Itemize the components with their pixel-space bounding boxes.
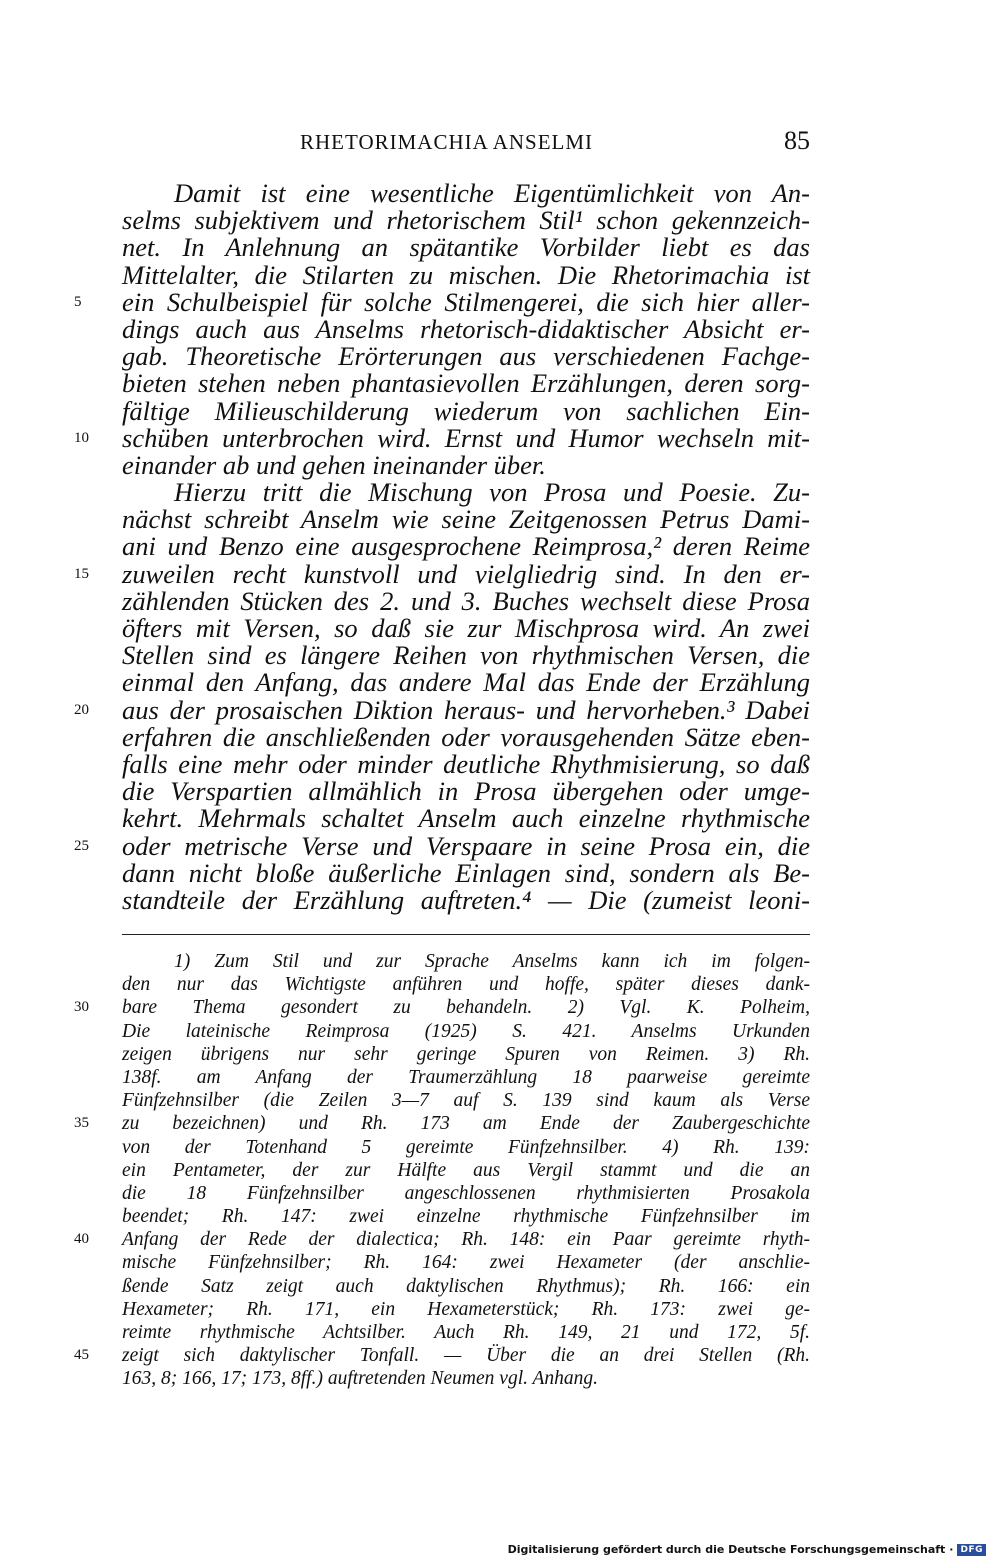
line-number: 40 — [74, 1231, 89, 1248]
line-text: kehrt. Mehrmals schaltet Anselm auch einzelne rhythmische — [122, 803, 810, 834]
text-line — [74, 694, 810, 725]
line-text: die 18 Fünfzehnsilber angeschlossenen rhythmisierten Prosakola — [122, 1182, 810, 1204]
footnote-line — [74, 1344, 810, 1367]
line-text: ani und Benzo eine ausgesprochene Reimprosa,² deren Reime — [122, 531, 810, 562]
text-line — [122, 479, 810, 506]
text-line — [74, 830, 810, 861]
text-line — [74, 422, 810, 453]
footnote-line — [122, 1136, 810, 1159]
line-text: beendet; Rh. 147: zwei einzelne rhythmische Fünfzehnsilber im — [122, 1206, 810, 1228]
dfg-logo: DFG — [957, 1544, 986, 1556]
line-text: Hierzu tritt die Mischung von Prosa und Poesie. Zu- — [174, 477, 810, 508]
running-title: RHETORIMACHIA ANSELMI — [300, 130, 594, 154]
text-line — [74, 558, 810, 589]
line-text: schüben unterbrochen wird. Ernst und Humor wechseln mit- — [122, 422, 810, 453]
line-text: die Verspartien allmählich in Prosa übergehen oder umge- — [122, 776, 810, 807]
line-text: bieten stehen neben phantasievollen Erzählungen, deren sorg- — [122, 368, 810, 399]
line-text: einmal den Anfang, das andere Mal das Ende der Erzählung — [122, 667, 810, 698]
footnote-line — [122, 973, 810, 996]
footnote-line — [122, 1089, 810, 1112]
line-text: öfters mit Versen, so daß sie zur Mischprosa wird. An zwei — [122, 613, 810, 643]
text-line — [122, 669, 810, 696]
page-number: 85 — [784, 126, 810, 155]
footnote-line — [122, 1298, 810, 1321]
footnote-line — [74, 996, 810, 1019]
line-text: ein Schulbeispiel für solche Stilmengerei, die sich hier aller- — [122, 286, 810, 317]
footnote-line — [122, 1205, 810, 1228]
imprint: Digitalisierung gefördert durch die Deutsche Forschungsgemeinschaft · DFG — [508, 1543, 986, 1556]
text-line — [122, 748, 810, 779]
line-text: oder metrische Verse und Verspaare in seine Prosa ein, die — [122, 830, 810, 861]
text-line — [122, 343, 810, 370]
line-text: falls eine mehr oder minder deutliche Rhythmisierung, so daß — [122, 748, 810, 779]
line-text: nächst schreibt Anselm wie seine Zeitgenossen Petrus Dami- — [122, 504, 810, 535]
footnote-line — [122, 1020, 810, 1043]
line-text: zeigt sich daktylischer Tonfall. — Über die an drei Stellen (Rh. — [122, 1345, 810, 1367]
footnote-line — [122, 1275, 810, 1298]
line-text: zuweilen recht kunstvoll und vielgliedrig sind. In den er- — [122, 558, 810, 589]
text-line — [122, 395, 810, 426]
footnote-separator — [122, 934, 810, 935]
text-line — [122, 585, 810, 616]
footnote-line — [74, 1112, 810, 1135]
line-text: Mittelalter, die Stilarten zu mischen. Die Rhetorimachia ist — [122, 259, 810, 290]
footnote-line — [122, 1159, 810, 1182]
line-text: Hexameter; Rh. 171, ein Hexameterstück; Rh. 173: zwei ge- — [122, 1298, 810, 1320]
line-text: reimte rhythmische Achtsilber. Auch Rh. 149, 21 und 172, 5f. — [122, 1322, 810, 1343]
line-number: 10 — [74, 429, 89, 446]
line-text: 1) Zum Stil und zur Sprache Anselms kann ich im folgen- — [174, 951, 810, 972]
line-number: 45 — [74, 1347, 89, 1364]
text-line — [122, 234, 810, 261]
line-text: mische Fünfzehnsilber; Rh. 164: zwei Hexameter (der anschlie- — [122, 1252, 810, 1274]
body-text — [74, 178, 810, 915]
text-line — [122, 207, 810, 234]
line-text: ßende Satz zeigt auch daktylischen Rhythmus); Rh. 166: ein — [122, 1275, 810, 1297]
text-line — [122, 313, 810, 344]
text-line — [122, 778, 810, 805]
line-text: aus der prosaischen Diktion heraus- und hervorheben.³ Dabei — [122, 694, 810, 725]
text-line — [122, 449, 810, 480]
footnote-line — [122, 1367, 810, 1390]
line-text: selms subjektivem und rhetorischem Stil¹ schon gekennzeich- — [122, 205, 810, 236]
text-line — [122, 857, 810, 888]
footnote-line — [122, 950, 810, 973]
line-number: 25 — [74, 837, 89, 854]
footnote-line — [122, 1251, 810, 1274]
line-text: gab. Theoretische Erörterungen aus verschiedenen Fachge- — [122, 341, 810, 372]
line-text: von der Totenhand 5 gereimte Fünfzehnsilber. 4) Rh. 139: — [122, 1136, 810, 1158]
line-text: 163, 8; 166, 17; 173, 8ff.) auftretenden Neumen vgl. Anhang. — [122, 1368, 599, 1390]
line-text: den nur das Wichtigste anführen und hoffe, später dieses dank- — [122, 974, 810, 996]
line-text: fältige Milieuschilderung wiederum von sachlichen Ein- — [122, 395, 810, 426]
line-text: zu bezeichnen) und Rh. 173 am Ende der Zaubergeschichte — [122, 1113, 810, 1135]
line-number: 15 — [74, 565, 89, 582]
line-text: standteile der Erzählung auftreten.⁴ — Die (zumeist leoni- — [122, 884, 810, 915]
text-line — [122, 533, 810, 560]
line-text: dann nicht bloße äußerliche Einlagen sind, sondern als Be- — [122, 857, 810, 888]
line-text: dings auch aus Anselms rhetorisch-didaktischer Absicht er- — [122, 313, 810, 344]
footnotes — [74, 950, 810, 1391]
line-text: einander ab und gehen ineinander über. — [122, 449, 546, 480]
line-text: ein Pentameter, der zur Hälfte aus Vergil stammt und die an — [122, 1159, 810, 1181]
text-line — [122, 180, 810, 207]
line-text: net. In Anlehnung an spätantike Vorbilder liebt es das — [122, 232, 810, 263]
text-line — [122, 884, 810, 915]
line-number: 30 — [74, 999, 89, 1016]
text-line — [122, 370, 810, 397]
line-number: 20 — [74, 701, 89, 718]
footnote-line — [122, 1182, 810, 1205]
line-number: 5 — [74, 293, 82, 310]
text-line — [122, 259, 810, 290]
text-line — [74, 286, 810, 317]
text-line — [122, 721, 810, 752]
line-text: erfahren die anschließenden oder vorausgehenden Sätze eben- — [122, 721, 810, 752]
imprint-text: Digitalisierung gefördert durch die Deutsche Forschungsgemeinschaft — [507, 1543, 946, 1556]
text-line — [122, 805, 810, 832]
footnote-line — [122, 1066, 810, 1089]
line-text: Stellen sind es längere Reihen von rhythmischen Versen, die — [122, 640, 810, 671]
footnote-line — [74, 1228, 810, 1251]
text-line — [122, 506, 810, 533]
line-number: 35 — [74, 1115, 89, 1132]
line-text: zeigen übrigens nur sehr geringe Spuren von Reimen. 3) Rh. — [122, 1043, 810, 1065]
line-text: Die lateinische Reimprosa (1925) S. 421. Anselms Urkunden — [122, 1020, 810, 1042]
footnote-line — [122, 1321, 810, 1344]
page-header — [120, 126, 810, 160]
footnote-line — [122, 1043, 810, 1066]
text-line — [122, 615, 810, 642]
line-text: Damit ist eine wesentliche Eigentümlichkeit von An- — [174, 178, 810, 208]
line-text: bare Thema gesondert zu behandeln. 2) Vgl. K. Polheim, — [122, 997, 810, 1019]
line-text: Fünfzehnsilber (die Zeilen 3—7 auf S. 139 sind kaum als Verse — [122, 1090, 810, 1112]
text-line — [122, 642, 810, 669]
line-text: Anfang der Rede der dialectica; Rh. 148: ein Paar gereimte rhyth- — [122, 1229, 810, 1251]
line-text: zählenden Stücken des 2. und 3. Buches wechselt diese Prosa — [122, 585, 810, 616]
line-text: 138f. am Anfang der Traumerzählung 18 paarweise gereimte — [122, 1066, 810, 1088]
